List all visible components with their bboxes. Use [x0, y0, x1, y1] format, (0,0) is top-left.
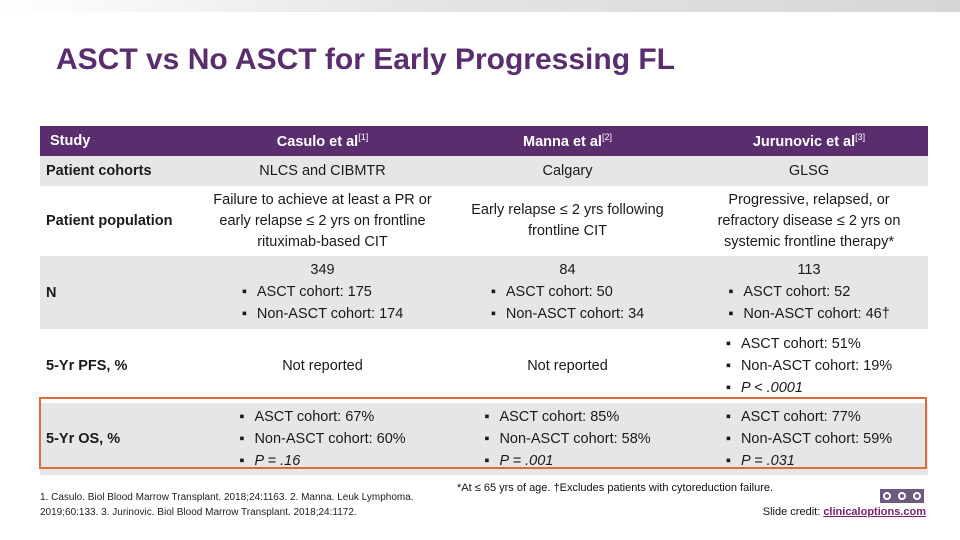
cell: [445, 256, 690, 329]
footnote: *At ≤ 65 yrs of age. †Excludes patients with cytoreduction failure.: [457, 482, 774, 494]
cell: Progressive, relapsed, or refractory disease ≤ 2 yrs on systemic frontline therapy*: [690, 186, 928, 256]
study-name: Casulo et al: [276, 133, 359, 150]
cell: Not reported: [445, 329, 690, 403]
cell: Calgary: [445, 156, 690, 186]
cell: [200, 256, 445, 329]
credit-label: Slide credit:: [762, 506, 824, 518]
list-item: ▪ ASCT cohort: 67%: [239, 406, 405, 428]
cell: GLSG: [690, 156, 928, 186]
cell: [445, 403, 690, 475]
slide-credit: [763, 506, 926, 518]
header-casulo: [200, 126, 445, 156]
n-total: 84: [559, 262, 576, 278]
list-item: ▪ Non-ASCT cohort: 58%: [484, 428, 650, 450]
list-item: ▪ ASCT cohort: 175: [242, 281, 404, 303]
row-label-cohorts: Patient cohorts: [40, 156, 200, 186]
list-item: ▪ Non-ASCT cohort: 174: [242, 303, 404, 325]
list-item: ▪ P = .001: [484, 450, 650, 472]
list-item: ▪ P = .031: [726, 450, 892, 472]
cell: [690, 329, 928, 403]
n-total: 113: [797, 262, 821, 278]
cell: [200, 403, 445, 475]
list-item: ▪ ASCT cohort: 52: [728, 281, 890, 303]
list-item: ▪ P < .0001: [726, 377, 892, 399]
references: 1. Casulo. Biol Blood Marrow Transplant. 2018;24:1163. 2. Manna. Leuk Lymphoma. 2019;60:133. 3. Jurinovic. Biol Blood Marrow Transplant. 2018;24:1172.: [40, 492, 414, 518]
list-item: ▪ ASCT cohort: 77%: [726, 406, 892, 428]
n-total: 349: [310, 262, 335, 278]
table-row: [40, 186, 928, 256]
list-item: ▪ P = .16: [239, 450, 405, 472]
cell: Not reported: [200, 329, 445, 403]
cell: [690, 256, 928, 329]
list-item: ▪ Non-ASCT cohort: 59%: [726, 428, 892, 450]
study-name: Manna et al: [523, 133, 602, 150]
list-item: ▪ Non-ASCT cohort: 46†: [728, 303, 890, 325]
row-label-population: Patient population: [40, 186, 200, 256]
cell: Failure to achieve at least a PR or early relapse ≤ 2 yrs on frontline rituximab-based CIT: [200, 186, 445, 256]
clinical-options-logo-icon: [880, 489, 924, 503]
header-jurunovic: [690, 126, 928, 156]
table-row: [40, 329, 928, 403]
list-item: ▪ ASCT cohort: 50: [491, 281, 645, 303]
study-ref: [3]: [855, 132, 866, 143]
list-item: ▪ Non-ASCT cohort: 19%: [726, 355, 892, 377]
cell: NLCS and CIBMTR: [200, 156, 445, 186]
study-ref: [1]: [358, 132, 369, 143]
credit-link[interactable]: clinicaloptions.com: [823, 506, 926, 518]
table-row: [40, 156, 928, 186]
study-ref: [2]: [601, 132, 612, 143]
list-item: ▪ Non-ASCT cohort: 34: [491, 303, 645, 325]
table-header-row: [40, 126, 928, 156]
table-row: [40, 256, 928, 329]
list-item: ▪ ASCT cohort: 51%: [726, 333, 892, 355]
table-row: [40, 403, 928, 475]
header-study: Study: [40, 126, 200, 156]
cell: Early relapse ≤ 2 yrs following frontline CIT: [445, 186, 690, 256]
top-gradient-bar: [0, 0, 960, 12]
comparison-table: [40, 126, 928, 475]
study-name: Jurunovic et al: [752, 133, 856, 150]
list-item: ▪ ASCT cohort: 85%: [484, 406, 650, 428]
cell: [690, 403, 928, 475]
row-label-pfs: 5-Yr PFS, %: [40, 329, 200, 403]
header-manna: [445, 126, 690, 156]
list-item: ▪ Non-ASCT cohort: 60%: [239, 428, 405, 450]
row-label-os: 5-Yr OS, %: [40, 403, 200, 475]
slide-title: ASCT vs No ASCT for Early Progressing FL: [56, 43, 675, 76]
row-label-n: N: [40, 256, 200, 329]
